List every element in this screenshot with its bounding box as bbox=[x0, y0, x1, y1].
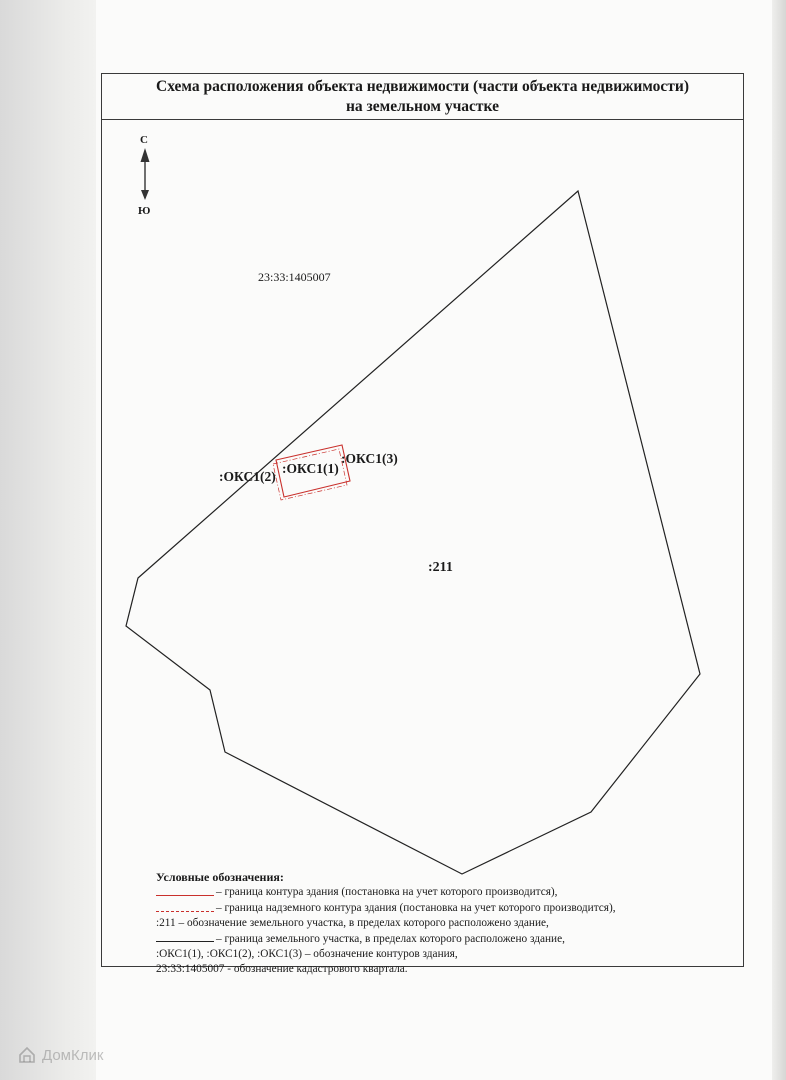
title-line-1: Схема расположения объекта недвижимости (части объекта недвижимости) bbox=[156, 78, 689, 95]
contour-label-2: :ОКС1(2) bbox=[219, 469, 276, 484]
legend-item-text: :ОКС1(1), :ОКС1(2), :ОКС1(3) – обозначение контуров здания, bbox=[156, 948, 458, 961]
legend-item-text: 23:33:1405007 - обозначение кадастрового квартала. bbox=[156, 963, 408, 976]
legend-item-text: – граница надземного контура здания (постановка на учет которого производится), bbox=[216, 901, 616, 914]
compass-north-label: С bbox=[140, 134, 148, 146]
legend-item-text: – граница контура здания (постановка на учет которого производится), bbox=[216, 886, 558, 899]
legend-item-text: – граница земельного участка, в пределах которого расположено здание, bbox=[216, 932, 565, 945]
cadastral-quarter-label: 23:33:1405007 bbox=[258, 270, 331, 284]
legend-item bbox=[156, 885, 616, 900]
north-arrow-icon bbox=[141, 148, 150, 200]
watermark-text: ДомКлик bbox=[42, 1046, 104, 1064]
contour-label-3: :ОКС1(3) bbox=[341, 451, 398, 466]
contour-label-1: :ОКС1(1) bbox=[282, 461, 339, 476]
house-logo-icon bbox=[18, 1046, 36, 1064]
building-border-swatch bbox=[156, 889, 214, 897]
legend-item bbox=[156, 962, 616, 977]
aboveground-border-swatch bbox=[156, 905, 214, 913]
watermark bbox=[18, 1046, 103, 1064]
title-line-2: на земельном участке bbox=[346, 98, 499, 115]
compass-south-label: Ю bbox=[138, 205, 151, 217]
legend-item bbox=[156, 947, 616, 962]
parcel-label: :211 bbox=[428, 560, 453, 575]
legend-item bbox=[156, 932, 616, 947]
parcel-border-swatch bbox=[156, 935, 214, 943]
legend-item-text: :211 – обозначение земельного участка, в пределах которого расположено здание, bbox=[156, 917, 549, 930]
legend-item bbox=[156, 916, 616, 931]
legend-heading: Условные обозначения: bbox=[156, 870, 284, 884]
legend bbox=[156, 870, 616, 978]
parcel-boundary bbox=[126, 191, 700, 874]
legend-item bbox=[156, 901, 616, 916]
